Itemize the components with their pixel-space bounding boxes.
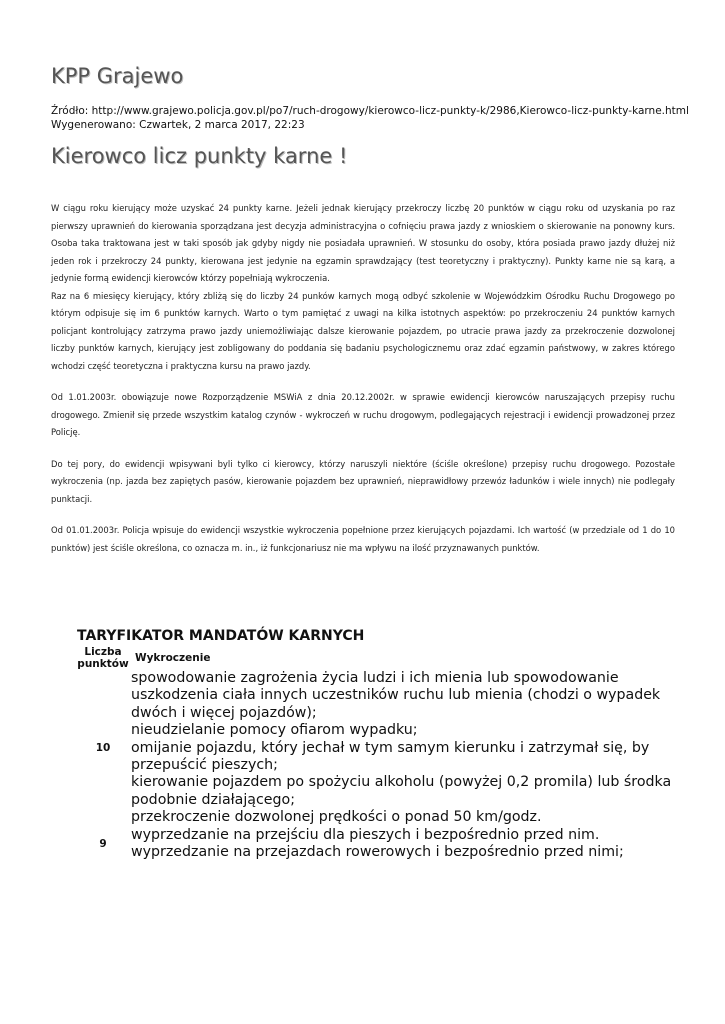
site-title: KPP Grajewo bbox=[51, 64, 184, 88]
paragraph: W ciągu roku kierujący może uzyskać 24 punkty karne. Jeżeli jednak kierujący przekroczy liczbę 20 punktów w ciągu roku od uzyskania po raz pierwszy uprawnień do kierowania sporządzana jest decyzja administracyjna o cofnięciu prawa jazdy z wnioskiem o skierowanie na ponowny kurs. Osoba taka traktowana jest w taki sposób jak gdyby nigdy nie posiadała uprawnień. W stosunku do osoby, która posiada prawo jazdy dłużej niż jeden rok i przekroczy 24 punkty, kierowana jest jedynie na egzamin sprawdzający (test teoretyczny i praktyczny). Punkty karne nie są karą, a jedynie formą ewidencji kierowców którzy popełniają wykroczenia. Raz na 6 miesięcy kierujący, który zbliżą się do liczby 24 punków karnych mogą odbyć szkolenie w Wojewódzkim Ośrodku Ruchu Drogowego po którym odpisuje się im 6 punktów karnych. Warto o tym pamiętać z uwagi na kilka istotnych aspektów: po przekroczeniu 24 punktów karnych policjant kontrolujący zatrzyma prawo jazdy uniemożliwiając dalsze kierowanie pojazdem, po utracie prawa jazdy za przekroczenie dozwolonej liczby punktów karnych, kierujący jest zobligowany do poddania się badaniu psychologicznemu oraz zdać egzamin państwowy, w zakres którego wchodzi część teoretyczna i praktyczna kursu na prawo jazdy. bbox=[51, 203, 675, 371]
tariff-title: TARYFIKATOR MANDATÓW KARNYCH bbox=[77, 628, 365, 644]
table-header-row bbox=[77, 646, 677, 670]
column-header-points: Liczba punktów bbox=[77, 646, 129, 670]
offense-item: kierowanie pojazdem po spożyciu alkoholu (powyżej 0,2 promila) lub środka podobnie działającego; bbox=[131, 774, 672, 808]
paragraph: Do tej pory, do ewidencji wpisywani byli tylko ci kierowcy, którzy naruszyli niektóre (ściśle określone) przepisy ruchu drogowego. Pozostałe wykroczenia (np. jazda bez zapiętych pasów, kierowanie pojazdem bez uprawnień, nieprawidłowy przewóz ładunków i wiele innych) nie podlegały punktacji. bbox=[51, 458, 675, 504]
table-row bbox=[77, 670, 677, 827]
points-value: 9 bbox=[99, 838, 107, 851]
generated-date: Wygenerowano: Czwartek, 2 marca 2017, 22:23 bbox=[51, 119, 305, 131]
article-title: Kierowco licz punkty karne ! bbox=[51, 144, 348, 168]
points-value: 10 bbox=[95, 742, 111, 755]
source-url: Źródło: http://www.grajewo.policja.gov.pl/po7/ruch-drogowy/kierowco-licz-punkty-k/2986,Kierowco-licz-punkty-karne.html bbox=[51, 105, 689, 117]
column-header-offense: Wykroczenie bbox=[135, 652, 211, 664]
offense-item: spowodowanie zagrożenia życia ludzi i ich mienia lub spowodowanie uszkodzenia ciała innych uczestników ruchu lub mienia (chodzi o wypadek dwóch i więcej pojazdów); bbox=[131, 670, 661, 721]
tariff-table bbox=[77, 646, 677, 861]
offense-item: wyprzedzanie na przejściu dla pieszych i bezpośrednio przed nim. bbox=[131, 826, 600, 843]
paragraph: Od 1.01.2003r. obowiązuje nowe Rozporządzenie MSWiA z dnia 20.12.2002r. w sprawie ewidencji kierowców naruszających przepisy ruchu drogowego. Zmienił się przede wszystkim katalog czynów - wykroczeń w ruchu drogowym, podlegających rejestracji i ewidencji prowadzonej przez Policję. bbox=[51, 392, 675, 437]
article-body bbox=[51, 200, 675, 571]
offense-list bbox=[129, 670, 677, 827]
offense-item: omijanie pojazdu, który jechał w tym samym kierunku i zatrzymał się, by przepuścić pieszych; bbox=[131, 739, 650, 774]
document-meta bbox=[51, 104, 689, 132]
offense-list bbox=[129, 827, 677, 862]
table-row bbox=[77, 827, 677, 862]
offense-item: przekroczenie dozwolonej prędkości o ponad 50 km/godz. bbox=[131, 809, 542, 826]
tariff-section bbox=[77, 628, 677, 861]
offense-item: nieudzielanie pomocy ofiarom wypadku; bbox=[131, 722, 418, 739]
offense-item: wyprzedzanie na przejazdach rowerowych i bezpośrednio przed nimi; bbox=[131, 844, 624, 861]
paragraph: Od 01.01.2003r. Policja wpisuje do ewidencji wszystkie wykroczenia popełnione przez kierujących pojazdami. Ich wartość (w przedziale od 1 do 10 punktów) jest ściśle określona, co oznacza m. in., iż funkcjonariusz nie ma wpływu na ilość przyznawanych punktów. bbox=[51, 525, 675, 553]
